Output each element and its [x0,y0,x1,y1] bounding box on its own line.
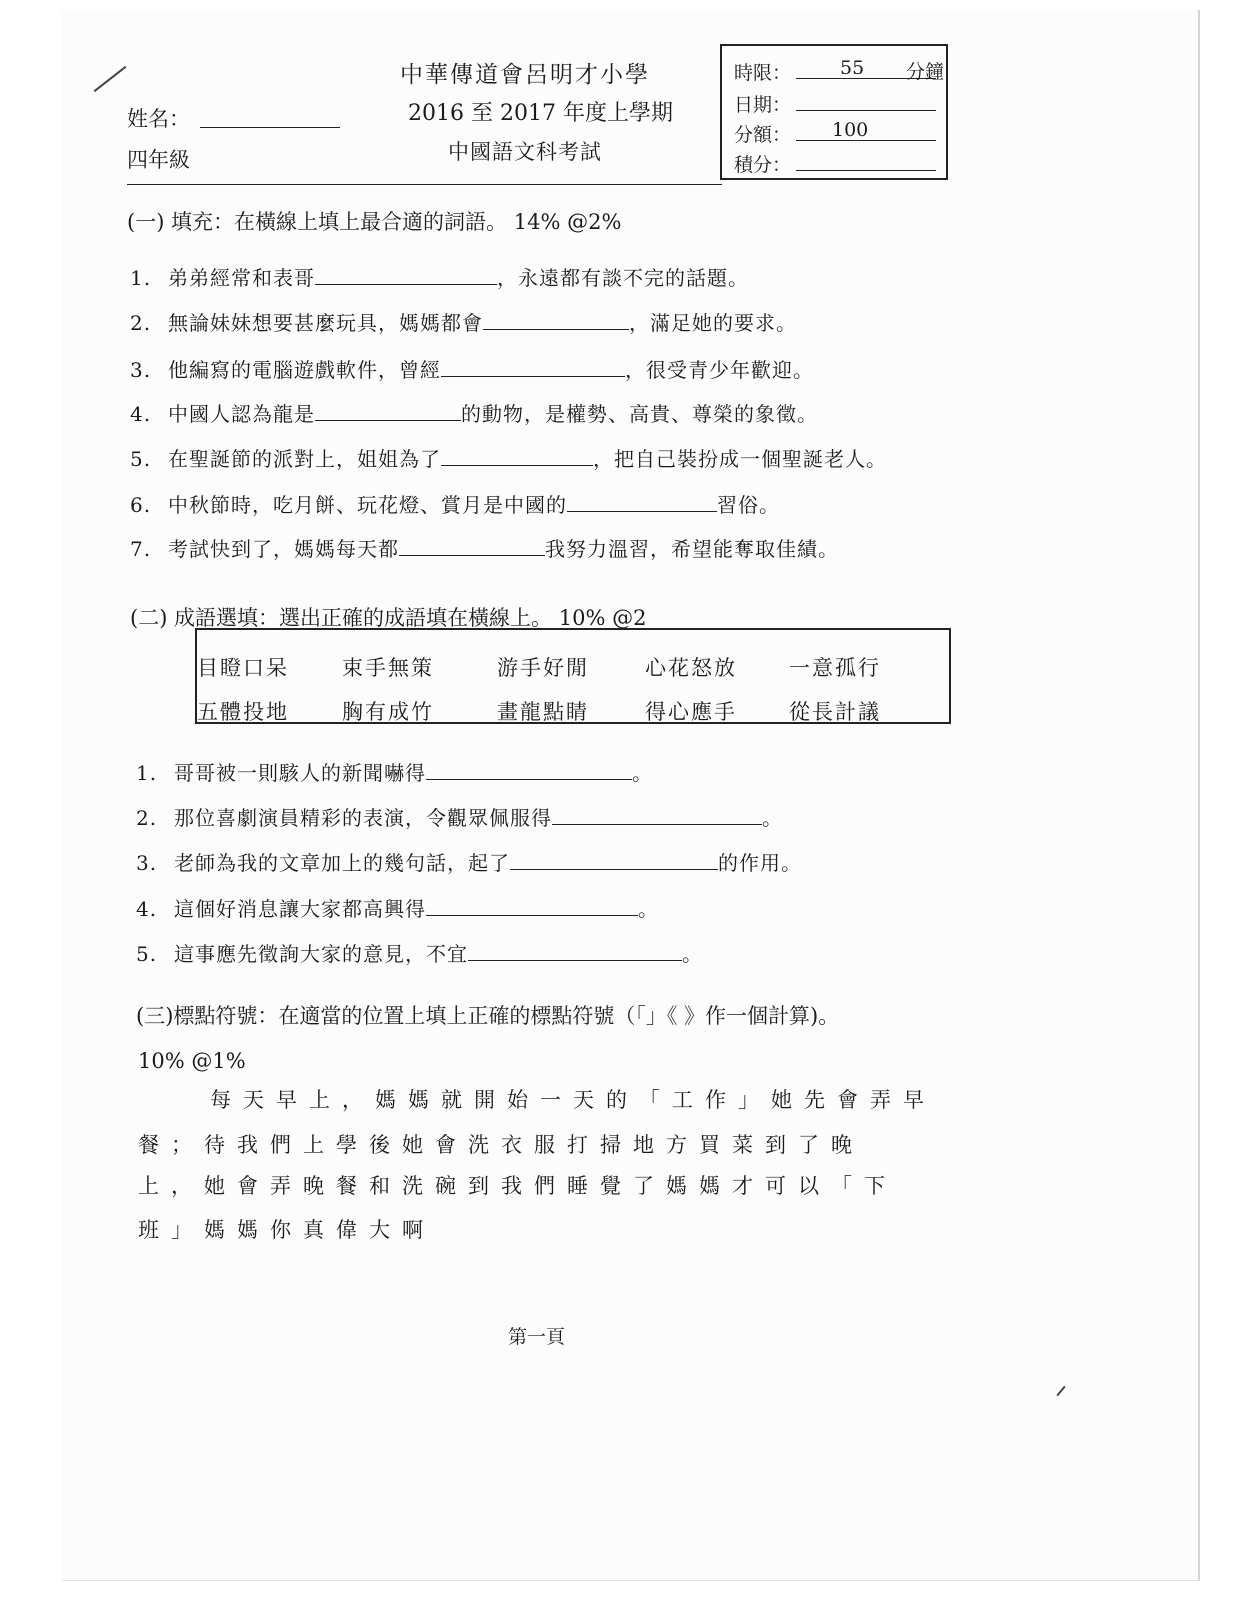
academic-term: 2016 至 2017 年度上學期 [408,101,673,126]
marks-field [796,118,936,141]
page-number: 第一頁 [508,1326,566,1348]
question-text-before: 中秋節時，吃月餅、玩花燈、賞月是中國的 [168,493,567,517]
question-text-before: 老師為我的文章加上的幾句話，起了 [174,851,510,875]
idiom-option: 一意孤行 [789,656,881,680]
question-text-after: 我努力溫習，希望能奪取佳績。 [545,537,839,561]
question-number: 5. [136,942,158,966]
fill-question [130,533,839,562]
question-text-after: 。 [682,942,703,966]
name-label: 姓名： [127,107,190,131]
question-number: 1. [130,266,152,290]
question-number: 4. [136,897,158,921]
question-text-after: ，把自己裝扮成一個聖誕老人。 [593,447,887,471]
answer-blank[interactable] [315,264,497,285]
time-unit: 分鐘 [906,61,945,83]
date-field[interactable] [796,88,936,111]
score-label: 積分： [734,154,792,176]
idiom-question [136,802,783,831]
answer-blank[interactable] [510,849,718,870]
section1-title: (一) 填充：在橫線上填上最合適的詞語。 14% @2% [127,210,622,234]
question-number: 2. [136,806,158,830]
exam-title: 中國語文科考試 [448,140,602,164]
score-row [734,148,936,177]
passage-line: 上，她會弄晚餐和洗碗到我們睡覺了媽媽才可以「下 [138,1174,897,1198]
answer-blank[interactable] [441,356,625,377]
answer-blank[interactable] [426,895,638,916]
date-label: 日期： [734,94,792,116]
passage-line: 每天早上，媽媽就開始一天的「工作」她先會弄早 [210,1088,936,1112]
answer-blank[interactable] [483,309,629,330]
question-number: 3. [136,851,158,875]
question-text-before: 這事應先徵詢大家的意見，不宜 [174,942,468,966]
question-number: 1. [136,761,158,785]
fill-question [130,262,749,291]
fill-question [130,307,797,336]
idiom-option: 畫龍點睛 [497,700,589,724]
idiom-question [136,847,802,876]
idiom-option: 束手無策 [342,656,434,680]
name-field[interactable] [200,107,340,128]
question-number: 5. [130,447,152,471]
marks-value: 100 [832,119,869,141]
exam-page [62,10,1200,1581]
question-text-before: 那位喜劇演員精彩的表演，令觀眾佩服得 [174,806,552,830]
idiom-option: 目瞪口呆 [197,656,289,680]
question-text-after: 。 [762,806,783,830]
idiom-option: 胸有成竹 [342,700,434,724]
question-text-before: 在聖誕節的派對上，姐姐為了 [168,447,441,471]
date-row [734,88,936,117]
answer-blank[interactable] [552,804,762,825]
score-field[interactable] [796,148,936,171]
section3-marks: 10% @1% [138,1049,246,1073]
marks-label: 分額： [734,124,792,146]
question-text-before: 弟弟經常和表哥 [168,266,315,290]
marks-row [734,118,936,147]
idiom-option: 五體投地 [197,700,289,724]
question-text-after: 的作用。 [718,851,802,875]
time-label: 時限： [734,62,792,84]
section3-title: (三)標點符號：在適當的位置上填上正確的標點符號（「」《 》作一個計算)。 [136,1004,840,1028]
question-text-after: ，滿足她的要求。 [629,311,797,335]
time-row [734,56,945,85]
passage-line: 班」媽媽你真偉大啊 [138,1218,435,1242]
idiom-option: 從長計議 [789,700,881,724]
idiom-question [136,893,659,922]
answer-blank[interactable] [468,940,682,961]
answer-blank[interactable] [399,535,545,556]
question-number: 6. [130,493,152,517]
school-name: 中華傳道會呂明才小學 [400,62,650,88]
section2-title: (二) 成語選填：選出正確的成語填在橫線上。 10% @2 [130,606,647,630]
time-field [796,56,945,83]
question-number: 4. [130,402,152,426]
question-text-after: 習俗。 [717,493,780,517]
exam-info-box [720,44,948,180]
fill-question [130,354,814,383]
question-text-after: 的動物，是權勢、高貴、尊榮的象徵。 [461,402,818,426]
question-text-before: 無論妹妹想要甚麼玩具，媽媽都會 [168,311,483,335]
question-text-after: ，很受青少年歡迎。 [625,358,814,382]
grade-label: 四年級 [127,148,190,172]
header-divider [127,184,722,185]
idiom-question [136,757,653,786]
answer-blank[interactable] [567,491,717,512]
answer-blank[interactable] [426,759,632,780]
question-text-before: 考試快到了，媽媽每天都 [168,537,399,561]
question-number: 7. [130,537,152,561]
question-text-before: 他編寫的電腦遊戲軟件，曾經 [168,358,441,382]
question-text-after: ，永遠都有談不完的話題。 [497,266,749,290]
fill-question [130,443,887,472]
question-number: 2. [130,311,152,335]
question-text-before: 哥哥被一則駭人的新聞嚇得 [174,761,426,785]
question-number: 3. [130,358,152,382]
idiom-option: 游手好閒 [497,656,589,680]
fill-question [130,398,818,427]
answer-blank[interactable] [315,400,461,421]
idiom-option: 得心應手 [645,700,737,724]
question-text-after: 。 [632,761,653,785]
idiom-choices-box [195,628,951,724]
question-text-before: 這個好消息讓大家都高興得 [174,897,426,921]
idiom-option: 心花怒放 [645,656,737,680]
idiom-question [136,938,703,967]
answer-blank[interactable] [441,445,593,466]
question-text-after: 。 [638,897,659,921]
fill-question [130,489,780,518]
passage-line: 餐；待我們上學後她會洗衣服打掃地方買菜到了晚 [138,1133,864,1157]
question-text-before: 中國人認為龍是 [168,402,315,426]
time-value: 55 [840,57,865,79]
